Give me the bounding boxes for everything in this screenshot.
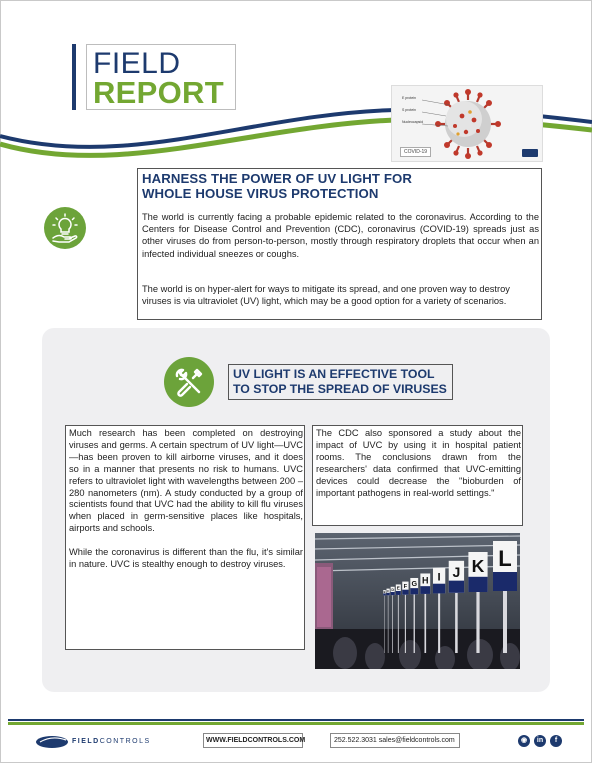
airport-graphic [315, 533, 520, 669]
sign-pole [438, 593, 440, 653]
sign-letter: E [396, 585, 400, 591]
sign-pole [405, 595, 406, 653]
sign-letter: B [383, 590, 386, 594]
sign-pole [398, 595, 399, 653]
sign-screen [420, 586, 430, 594]
logo-field-text: FIELD [93, 47, 181, 80]
section2-title [233, 367, 453, 396]
section2-title-line2: TO STOP THE SPREAD OF VIRUSES [233, 381, 447, 396]
covid-tag: COVID-19 [400, 147, 431, 157]
section1-paragraph1: The world is currently facing a probable epidemic related to the coronavirus. According to the Centers for Disease Control and Prevention (CDC), coronavirus (COVID-19) spreads just as other viruses do from person-to-person, mostly through respiratory droplets that occur when an infected individual sneezes or coughs. [142, 212, 539, 259]
sign-letter: F [403, 584, 408, 591]
section1-title-line2: WHOLE HOUSE VIRUS PROTECTION [142, 186, 379, 201]
footer-brand-light: CONTROLS [99, 738, 151, 745]
sign-screen [493, 572, 517, 591]
footer-brand [72, 737, 151, 746]
camera-icon[interactable]: ◉ [518, 735, 530, 747]
footer-rule-green [8, 722, 584, 725]
virus-label: E protein [402, 96, 417, 100]
virus-label: S protein [402, 108, 417, 112]
sign-screen [396, 591, 401, 595]
airport-terminal-photo [315, 533, 520, 669]
right-paragraph: The CDC also sponsored a study about the impact of UVC by using it in hospital patient rooms. The conclusions drawn from the researchers' data confirmed that UVC-emitting devices could decrease the "bioburden of important pathogens in real-world settings." [316, 428, 521, 498]
left-paragraph1: Much research has been completed on destroying viruses and germs. A certain spectrum of UV light—UVC—has been proven to kill airborne viruses, and it does so in a manner that presents no risk to humans. UVC refers to ultraviolet light with wavelengths between 200 – 280 nanometers (nm). A study conducted by a group of scientists found that UVC had the ability to kill flu viruses when placed in germ-sensitive places like hospitals, airports and schools. [69, 428, 303, 534]
sign-pole [476, 592, 479, 653]
sign-letter: C [387, 588, 390, 593]
sign-pole [414, 594, 415, 653]
sign-letter: L [498, 546, 512, 571]
website-link[interactable]: WWW.FIELDCONTROLS.COM [206, 737, 306, 744]
sign-letter: I [437, 571, 441, 584]
sign-letter: J [452, 563, 461, 580]
section1-title [142, 171, 502, 201]
left-column [69, 428, 303, 571]
section1-paragraph2: The world is on hyper-alert for ways to mitigate its spread, and one proven way to destroy viruses is via ultraviolet (UV) light, which may be a good option for a variety of scenarios. [142, 284, 510, 307]
sign-screen [449, 581, 464, 593]
section2-title-line1: UV LIGHT IS AN EFFECTIVE TOOL [233, 367, 435, 381]
sign-screen [410, 588, 418, 594]
sign-screen [387, 593, 390, 596]
tools-icon [164, 357, 214, 407]
section1-title-line1: HARNESS THE POWER OF UV LIGHT FOR [142, 171, 412, 186]
footer-brand-bold: FIELD [72, 738, 100, 745]
facebook-icon[interactable]: f [550, 735, 562, 747]
virus-label: Nucleocapsid [402, 120, 424, 124]
sign-screen [433, 584, 445, 594]
sign-screen [402, 590, 408, 595]
coronavirus-illustration [391, 85, 543, 162]
linkedin-icon[interactable]: in [534, 735, 546, 747]
sign-pole [424, 594, 426, 653]
sign-letter: H [422, 575, 429, 586]
footer-rule-navy [8, 719, 584, 721]
left-paragraph2: While the coronavirus is different than the flu, it's similar in nature. UVC is stealthy enough to destroy viruses. [69, 547, 303, 569]
sign-pole [503, 591, 507, 653]
logo-report-text: REPORT [93, 75, 224, 110]
sign-letter: D [391, 587, 394, 592]
lightbulb-hand-icon [44, 207, 86, 249]
sign-screen [391, 592, 395, 595]
sign-pole [392, 595, 393, 653]
sign-letter: K [471, 556, 485, 576]
sign-pole [388, 595, 389, 653]
sign-letter: G [411, 579, 418, 589]
sign-screen [468, 577, 487, 592]
contact-info[interactable]: 252.522.3031 sales@fieldcontrols.com [334, 737, 455, 744]
sign-pole [455, 593, 458, 653]
